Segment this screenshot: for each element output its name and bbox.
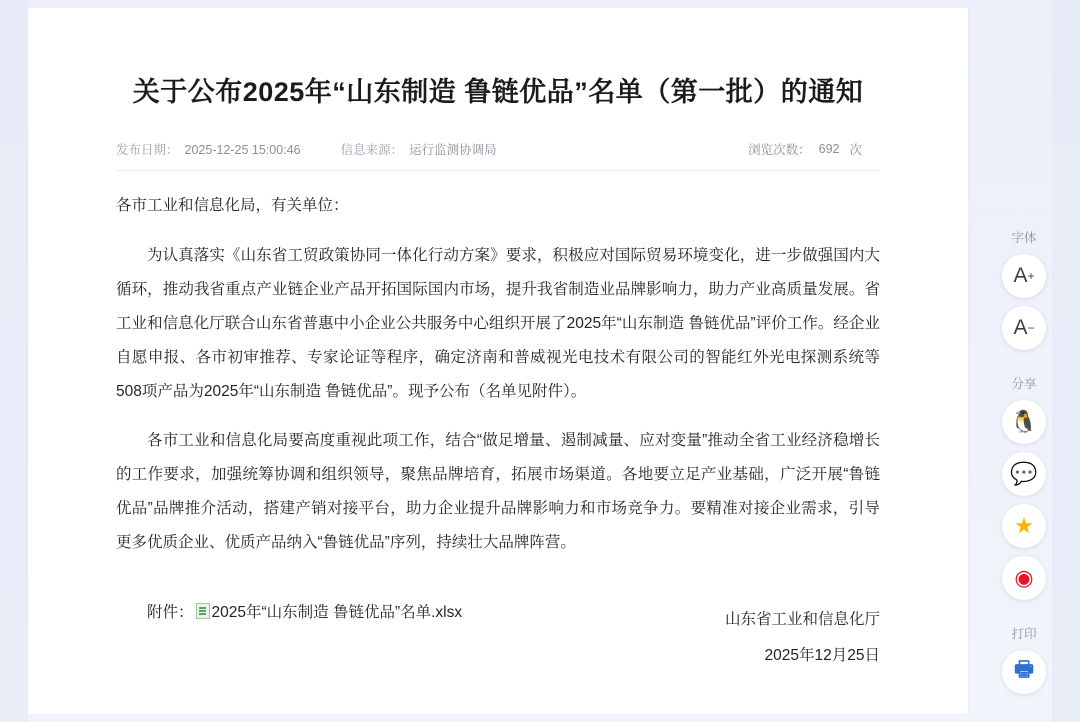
publish-date xyxy=(116,140,301,158)
view-count-label: 浏览次数： xyxy=(748,143,811,157)
xlsx-file-icon xyxy=(196,603,210,619)
signature-date: 2025年12月25日 xyxy=(764,647,880,664)
source-value: 运行监测协调局 xyxy=(409,143,497,157)
share-qq-button[interactable] xyxy=(1002,400,1046,444)
page-title: 关于公布2025年“山东制造 鲁链优品”名单（第一批）的通知 xyxy=(132,77,864,107)
font-decrease-label: A xyxy=(1013,316,1028,339)
signature-block xyxy=(725,602,880,674)
document-paper xyxy=(28,8,968,714)
qq-icon: 🐧 xyxy=(1010,409,1038,434)
print-button[interactable] xyxy=(1002,650,1046,694)
signature-org: 山东省工业和信息化厅 xyxy=(724,611,880,628)
source xyxy=(341,140,497,158)
view-count xyxy=(748,140,862,158)
weibo-icon: ◉ xyxy=(1014,565,1034,590)
printer-icon: 🖶 xyxy=(1014,657,1034,681)
side-toolbar xyxy=(968,228,1080,702)
document-content xyxy=(28,8,968,622)
print-group-label: 打印 xyxy=(1011,627,1037,641)
font-increase-sup: + xyxy=(1027,269,1035,283)
wechat-icon: 💬 xyxy=(1010,461,1038,486)
font-decrease-sup: − xyxy=(1027,321,1035,335)
source-label: 信息来源： xyxy=(340,143,404,157)
share-group-label: 分享 xyxy=(1011,377,1037,391)
favorite-star-icon: ★ xyxy=(1014,513,1034,538)
font-increase-button[interactable] xyxy=(1002,254,1046,298)
toolbar-gap-1 xyxy=(968,358,1080,374)
left-decorative-rail xyxy=(0,0,28,722)
salutation: 各市工业和信息化局，有关单位： xyxy=(116,197,349,214)
publish-date-value: 2025-12-25 15:00:46 xyxy=(184,143,301,157)
attachment-label: 附件： xyxy=(147,604,194,621)
body-paragraph-1: 为认真落实《山东省工贸政策协同一体化行动方案》要求，积极应对国际贸易环境变化，进一步做强国内大循环，推动我省重点产业链企业产品开拓国际国内市场，提升我省制造业品牌影响力，助力产业高质量发展。省工业和信息化厅联合山东省普惠中小企业公共服务中心组织开展了2025年“山东制造 鲁链优品”评价工作。经企业自愿申报、各市初审推荐、专家论证等程序，确定济南和普威视光电技术有限公司的智能红外光电探测系统等508项产品为2025年“山东制造 鲁链优品”。现予公布（名单见附件）。 xyxy=(116,246,880,400)
document-body xyxy=(116,189,880,560)
favorite-button[interactable] xyxy=(1002,504,1046,548)
view-count-unit: 次 xyxy=(849,143,862,157)
toolbar-gap-2 xyxy=(968,608,1080,624)
share-wechat-button[interactable] xyxy=(1002,452,1046,496)
font-decrease-button[interactable] xyxy=(1002,306,1046,350)
font-increase-label: A xyxy=(1013,264,1028,287)
view-count-value: 692 xyxy=(818,142,840,156)
font-group-label: 字体 xyxy=(1011,231,1037,245)
body-paragraph-2: 各市工业和信息化局要高度重视此项工作，结合“做足增量、遏制减量、应对变量”推动全省工业经济稳增长的工作要求，加强统筹协调和组织领导，聚焦品牌培育，拓展市场渠道。各地要立足产业基础，广泛开展“鲁链优品”品牌推介活动，搭建产销对接平台，助力企业提升品牌影响力和市场竞争力。要精准对接企业需求，引导更多优质企业、优质产品纳入“鲁链优品”序列，持续壮大品牌阵营。 xyxy=(116,432,880,551)
attachment-link[interactable]: 2025年“山东制造 鲁链优品”名单.xlsx xyxy=(211,604,463,621)
publish-date-label: 发布日期： xyxy=(116,143,179,157)
document-meta xyxy=(116,140,880,171)
share-weibo-button[interactable] xyxy=(1002,556,1046,600)
